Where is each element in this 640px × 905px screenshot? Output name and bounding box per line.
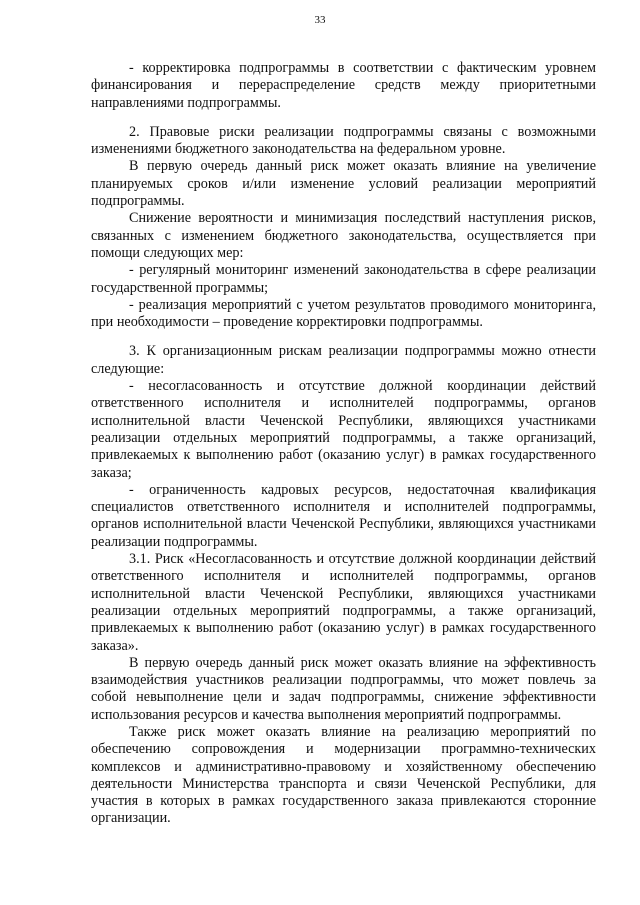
- paragraph-budget-correction: - корректировка подпрограммы в соответствии с фактическим уровнем финансирования и перераспределение средств между приоритетными направлениями подпрограммы.: [91, 60, 596, 111]
- list-item-coordination: - несогласованность и отсутствие должной координации действий ответственного исполнителя и исполнителей подпрограммы, органов исполнительной власти Чеченской Республики, являющихся участниками реализации отдельных мероприятий подпрограммы, а также организаций, привлекаемых к выполнению работ (оказанию услуг) в рамках государственного заказа;: [91, 378, 596, 481]
- document-body: [91, 60, 596, 828]
- page-number: 33: [314, 14, 326, 26]
- paragraph-risk-3-1-also: Также риск может оказать влияние на реализацию мероприятий по обеспечению сопровождения и модернизации программно-технических комплексов и административно-правовому и хозяйственному обеспечению деятельности Министерства транспорта и связи Чеченской Республики, для участия в которых в рамках государственного заказа привлекаются сторонние организации.: [91, 723, 596, 827]
- paragraph-legal-risks: 2. Правовые риски реализации подпрограммы связаны с возможными изменениями бюджетного законодательства на федеральном уровне.: [91, 123, 596, 158]
- paragraph-risk-3-1: 3.1. Риск «Несогласованность и отсутствие должной координации действий ответственного исполнителя и исполнителей подпрограммы, органов исполнительной власти Чеченской Республики, являющихся участниками реализации отдельных мероприятий подпрограммы, а также организаций, привлекаемых к выполнению работ (оказанию услуг) в рамках государственного заказа».: [91, 551, 596, 654]
- paragraph-organizational-risks: 3. К организационным рискам реализации подпрограммы можно отнести следующие:: [91, 343, 596, 377]
- list-item-staff: - ограниченность кадровых ресурсов, недостаточная квалификация специалистов ответственного исполнителя и исполнителей подпрограммы, органов исполнительной власти Чеченской Республики, являющихся участниками реализации подпрограммы.: [91, 481, 596, 550]
- list-item-monitoring: - регулярный мониторинг изменений законодательства в сфере реализации государственной программы;: [91, 262, 596, 296]
- list-item-correction: - реализация мероприятий с учетом результатов проводимого мониторинга, при необходимости – проведение корректировки подпрограммы.: [91, 296, 596, 331]
- paragraph-risk-3-1-influence: В первую очередь данный риск может оказать влияние на эффективность взаимодействия участников реализации подпрограммы, что может повлечь за собой невыполнение цели и задач подпрограммы, снижение эффективности использования ресурсов и качества выполнения мероприятий подпрограммы.: [91, 654, 596, 723]
- paragraph-legal-risk-influence: В первую очередь данный риск может оказать влияние на увеличение планируемых сроков и/или изменение условий реализации мероприятий подпрограммы.: [91, 158, 596, 210]
- paragraph-risk-reduction-measures: Снижение вероятности и минимизация последствий наступления рисков, связанных с изменением бюджетного законодательства, осуществляется при помощи следующих мер:: [91, 210, 596, 261]
